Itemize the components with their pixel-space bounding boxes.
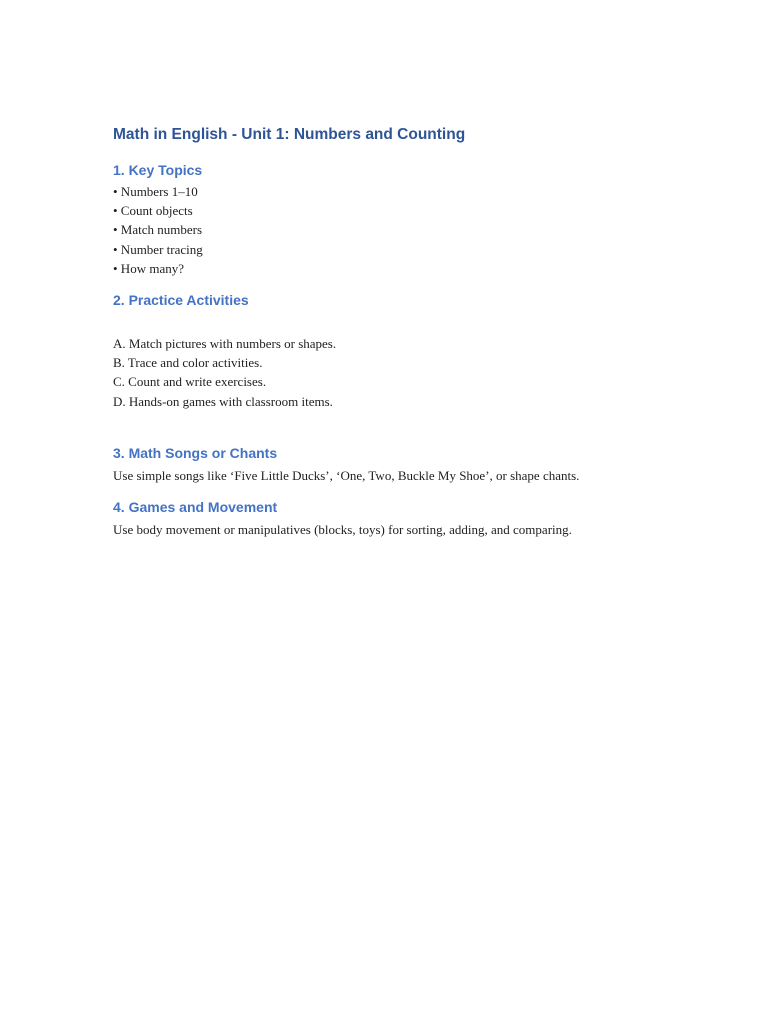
math-songs-paragraph: Use simple songs like ‘Five Little Ducks’, ‘One, Two, Buckle My Shoe’, or shape chants. [113,467,580,483]
section-heading-games-movement: 4. Games and Movement [113,498,278,515]
list-item: • Number tracing [113,241,203,257]
list-item: • Match numbers [113,222,203,238]
section-heading-key-topics: 1. Key Topics [113,162,203,178]
list-item: B. Trace and color activities. [113,355,263,371]
list-item: • Numbers 1–10 [113,184,198,199]
section-heading-math-songs: 3. Math Songs or Chants [113,444,278,461]
list-item: C. Count and write exercises. [113,374,267,390]
list-item: • How many? [113,260,184,276]
section-heading-practice-activities: 2. Practice Activities [113,292,249,309]
games-movement-paragraph: Use body movement or manipulatives (blocks, toys) for sorting, adding, and comparing. [113,521,572,537]
key-topics-list [113,182,713,278]
list-item: • Count objects [113,203,193,219]
document-body [113,124,713,539]
list-item: A. Match pictures with numbers or shapes. [113,336,337,352]
practice-activities-list [113,334,713,411]
document-title: Math in English - Unit 1: Numbers and Counting [113,126,466,143]
list-item: D. Hands-on games with classroom items. [113,393,333,409]
